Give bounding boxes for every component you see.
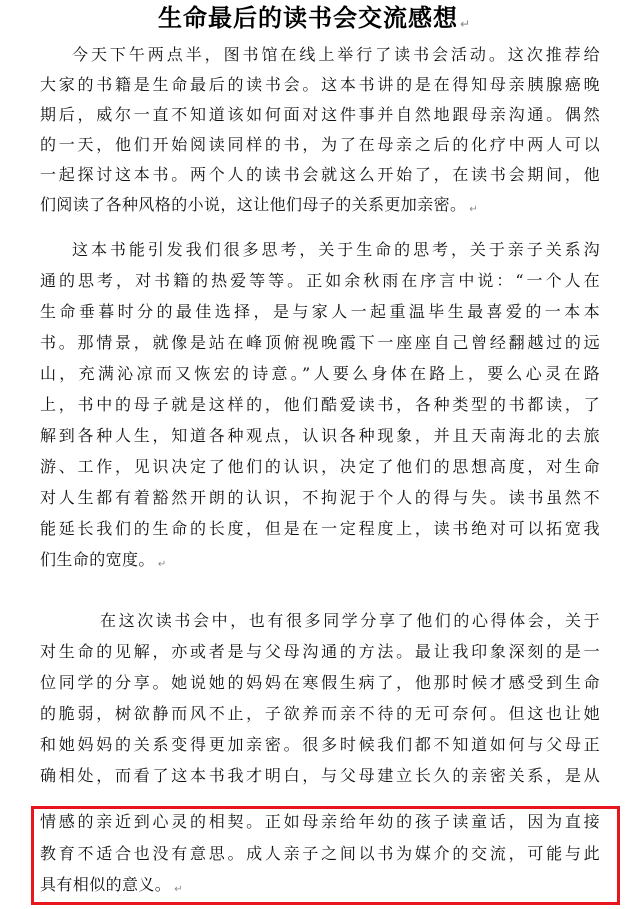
paragraph-2-line-3: 生命垂暮时分的最佳选择，是与家人一起重温毕生最喜爱的一本本 bbox=[40, 302, 600, 321]
paragraph-2-line-5: 山，充满沁凉而又恢宏的诗意。”人要么身体在路上，要么心灵在路 bbox=[40, 364, 600, 383]
paragraph-2-line-9: 对人生都有着豁然开朗的认识，不拘泥于个人的得与失。读书虽然不 bbox=[40, 488, 600, 507]
paragraph-3-line-8: 教育不适合也没有意思。成人亲子之间以书为媒介的交流，可能与此 bbox=[40, 844, 600, 863]
paragraph-3-line-9 bbox=[40, 870, 600, 900]
paragraph-3-line-5: 和她妈妈的关系变得更加亲密。很多时候我们都不知道如何与父母正 bbox=[40, 735, 600, 754]
paragraph-2-line-10: 能延长我们的生命的长度，但是在一定程度上，读书绝对可以拓宽我 bbox=[40, 519, 600, 538]
paragraph-2-line-11 bbox=[40, 545, 600, 575]
paragraph-2-line-6: 上，书中的母子就是这样的，他们酷爱读书，各种类型的书都读，了 bbox=[40, 395, 600, 414]
paragraph-3-line-2: 对生命的见解，亦或者是与父母沟通的方法。最让我印象深刻的是一 bbox=[40, 642, 600, 661]
paragraph-mark-icon: ↵ bbox=[157, 559, 167, 570]
paragraph-3-line-3: 位同学的分享。她说她的妈妈在寒假生病了，他那时候才感受到生命 bbox=[40, 673, 600, 692]
paragraph-mark-icon: ↵ bbox=[469, 204, 479, 215]
paragraph-1-line-6 bbox=[40, 190, 600, 220]
document-title bbox=[0, 0, 629, 36]
paragraph-2-line-1: 这本书能引发我们很多思考，关于生命的思考，关于亲子关系沟 bbox=[72, 240, 600, 259]
paragraph-3-line-6: 确相处，而看了这本书我才明白，与父母建立长久的亲密关系，是从 bbox=[40, 766, 600, 785]
paragraph-mark-icon: ↵ bbox=[174, 884, 183, 895]
paragraph-3-line-4: 的脆弱，树欲静而风不止，子欲养而亲不待的无可奈何。但这也让她 bbox=[40, 704, 600, 723]
paragraph-1-line-5: 一起探讨这本书。两个人的读书会就这么开始了，在读书会期间，他 bbox=[40, 165, 600, 184]
paragraph-mark-icon: ↵ bbox=[459, 17, 472, 31]
paragraph-3-line-7: 情感的亲近到心灵的相契。正如母亲给年幼的孩子读童话，因为直接 bbox=[40, 812, 600, 831]
paragraph-1-line-3: 期后，威尔一直不知道该如何面对这件事并自然地跟母亲沟通。偶然 bbox=[40, 105, 600, 124]
paragraph-3-line-9-text: 具有相似的意义。 bbox=[40, 875, 172, 894]
paragraph-2-line-2: 通的思考，对书籍的热爱等等。正如余秋雨在序言中说：“一个人在 bbox=[40, 271, 600, 290]
paragraph-2-line-11-text: 们生命的宽度。 bbox=[40, 550, 155, 569]
paragraph-2-line-8: 游、工作，见识决定了他们的认识，决定了他们的思想高度，对生命 bbox=[40, 457, 600, 476]
paragraph-3-line-1: 在这次读书会中，也有很多同学分享了他们的心得体会，关于 bbox=[100, 611, 600, 630]
paragraph-2-line-4: 书。那情景，就像是站在峰顶俯视晚霞下一座座自己曾经翻越过的远 bbox=[40, 333, 600, 352]
paragraph-1-line-4: 的一天，他们开始阅读同样的书，为了在母亲之后的化疗中两人可以 bbox=[40, 135, 600, 154]
paragraph-1-line-1: 今天下午两点半，图书馆在线上举行了读书会活动。这次推荐给 bbox=[72, 45, 600, 64]
paragraph-1-line-6-text: 们阅读了各种风格的小说，这让他们母子的关系更加亲密。 bbox=[40, 195, 467, 214]
paragraph-1-line-2: 大家的书籍是生命最后的读书会。这本书讲的是在得知母亲胰腺癌晚 bbox=[40, 75, 600, 94]
paragraph-2-line-7: 解到各种人生，知道各种观点，认识各种现象，并且天南海北的去旅 bbox=[40, 426, 600, 445]
title-text: 生命最后的读书会交流感想 bbox=[157, 4, 458, 32]
